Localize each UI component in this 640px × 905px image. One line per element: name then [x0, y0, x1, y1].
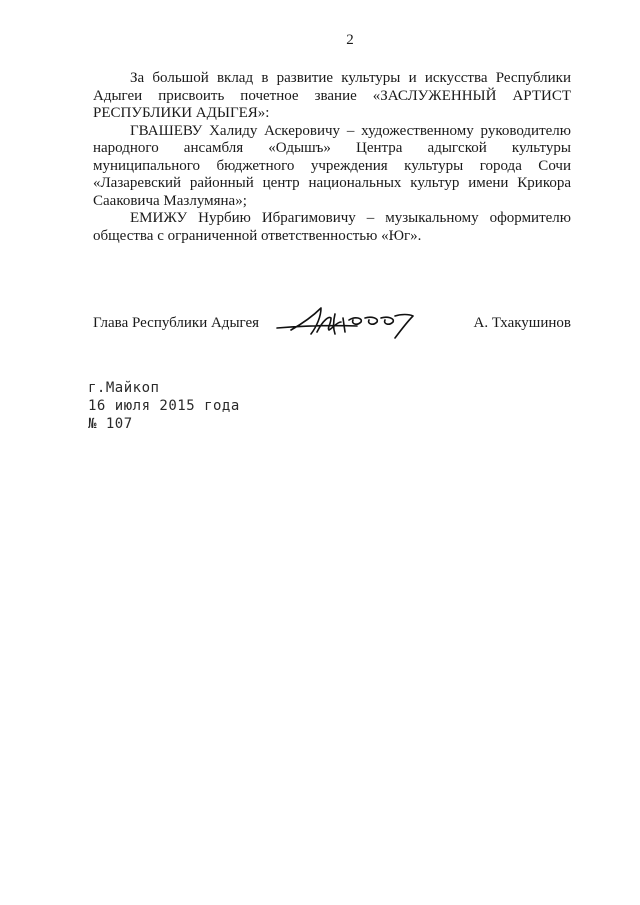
- stamp-date: 16 июля 2015 года: [88, 398, 240, 414]
- signatory-name: А. Тхакушинов: [473, 315, 571, 331]
- handwritten-signature: [271, 304, 416, 340]
- decree-intro: За большой вклад в развитие культуры и искусства Республики Адыгеи присвоить почетное звание «ЗАСЛУЖЕННЫЙ АРТИСТ РЕСПУБЛИКИ АДЫГЕЯ»:: [93, 70, 571, 121]
- awardee-paragraph: ГВАШЕВУ Халиду Аскеровичу – художественному руководителю народного ансамбля «Одышъ» Центра адыгской культуры муниципального бюджетного учреждения культуры города Сочи «Лазаревский районный центр национальных культур имени Крикора Сааковича Мазлумяна»;: [93, 122, 571, 209]
- registration-stamp: [88, 379, 240, 433]
- stamp-city: г.Майкоп: [88, 380, 160, 396]
- awardee-paragraph: ЕМИЖУ Нурбию Ибрагимовичу – музыкальному оформителю общества с ограниченной ответственностью «Юг».: [93, 210, 571, 244]
- signatory-position: Глава Республики Адыгея: [93, 315, 260, 331]
- page-number: 2: [346, 32, 354, 48]
- signature-block: [93, 304, 571, 344]
- decree-body: [93, 70, 571, 245]
- stamp-number: № 107: [88, 416, 133, 432]
